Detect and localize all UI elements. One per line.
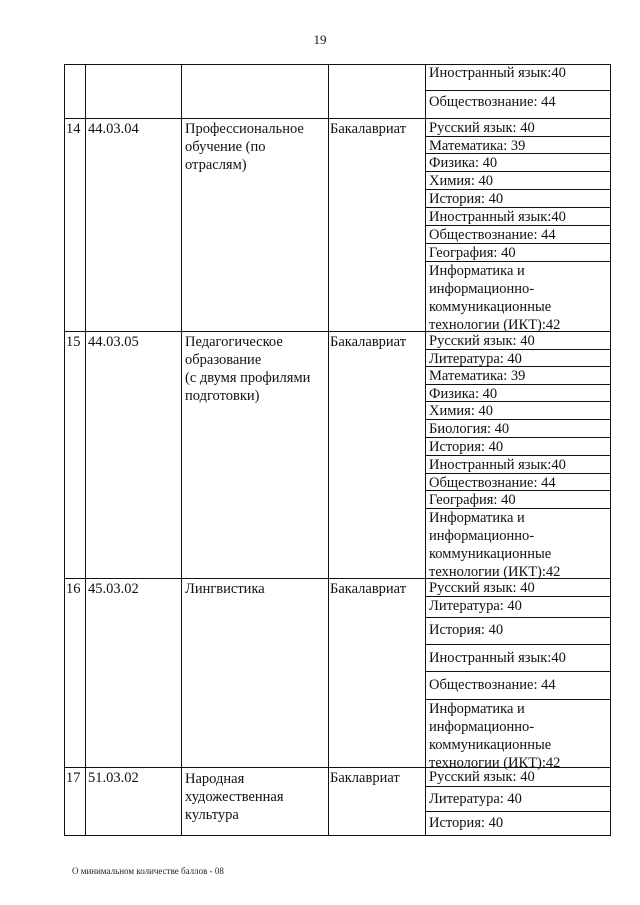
program-code: 51.03.02	[88, 770, 139, 786]
subject-cell: Литература: 40	[429, 598, 522, 614]
col-divider-num	[85, 64, 86, 835]
row-number: 14	[66, 121, 81, 137]
table-border-left	[64, 64, 65, 835]
program-code: 44.03.04	[88, 121, 139, 137]
subject-cell: Иностранный язык:40	[429, 650, 566, 666]
program-name-line: Педагогическое	[185, 334, 283, 350]
subject-cell: Обществознание: 44	[429, 227, 556, 243]
subject-cell: Обществознание: 44	[429, 677, 556, 693]
col-divider-code	[181, 64, 182, 835]
subject-cell: Математика: 39	[429, 368, 526, 384]
col-divider-level	[425, 64, 426, 835]
subject-cell: Информатика и информационно-коммуникационные технологии (ИКТ):42	[429, 263, 561, 333]
subject-cell: География: 40	[429, 245, 516, 261]
subject-cell: Биология: 40	[429, 421, 510, 437]
subject-cell: Физика: 40	[429, 386, 498, 402]
subject-cell: Русский язык: 40	[429, 769, 535, 785]
degree-level: Бакалавриат	[330, 334, 407, 350]
program-name-line: Народная	[185, 771, 245, 787]
subject-cell: Иностранный язык:40	[429, 65, 566, 81]
subject-cell: Химия: 40	[429, 403, 493, 419]
footer-note: О минимальном количестве баллов - 08	[72, 866, 224, 876]
program-name-line: художественная	[185, 789, 284, 805]
degree-level: Баклавриат	[330, 770, 400, 786]
subject-cell: Информатика и информационно-коммуникационные технологии (ИКТ):42	[429, 701, 561, 771]
subject-cell: Информатика и информационно-коммуникационные технологии (ИКТ):42	[429, 510, 561, 580]
subject-cell: Обществознание: 44	[429, 475, 556, 491]
subject-separator	[425, 617, 611, 618]
subject-cell: География: 40	[429, 492, 516, 508]
subject-cell: Русский язык: 40	[429, 333, 535, 349]
subject-cell: История: 40	[429, 815, 504, 831]
subject-cell: Русский язык: 40	[429, 580, 535, 596]
program-name-line: культура	[185, 807, 239, 823]
subject-cell: Иностранный язык:40	[429, 209, 566, 225]
row-number: 16	[66, 581, 81, 597]
page-number: 19	[313, 32, 327, 47]
subject-cell: Русский язык: 40	[429, 120, 535, 136]
subject-separator	[425, 811, 611, 812]
program-name-line: (с двумя профилями	[185, 370, 311, 386]
program-name-line: подготовки)	[185, 388, 260, 404]
table-border-bottom	[64, 835, 611, 836]
row-number: 17	[66, 770, 81, 786]
subject-cell: История: 40	[429, 191, 504, 207]
table-border-right	[610, 64, 611, 835]
subject-cell: Литература: 40	[429, 351, 522, 367]
degree-level: Бакалавриат	[330, 121, 407, 137]
subject-cell: Химия: 40	[429, 173, 493, 189]
subject-cell: История: 40	[429, 622, 504, 638]
subject-cell: История: 40	[429, 439, 504, 455]
program-code: 45.03.02	[88, 581, 139, 597]
subject-separator	[425, 671, 611, 672]
program-name-line: образование	[185, 352, 262, 368]
subject-separator	[425, 786, 611, 787]
subject-cell: Литература: 40	[429, 791, 522, 807]
subject-cell: Обществознание: 44	[429, 94, 556, 110]
subject-cell: Иностранный язык:40	[429, 457, 566, 473]
program-name-line: обучение (по	[185, 139, 266, 155]
program-name-line: Профессиональное	[185, 121, 304, 137]
program-name-line: отраслям)	[185, 157, 247, 173]
program-code: 44.03.05	[88, 334, 139, 350]
col-divider-name	[328, 64, 329, 835]
degree-level: Бакалавриат	[330, 581, 407, 597]
row-number: 15	[66, 334, 81, 350]
admission-table	[64, 0, 611, 905]
subject-separator	[425, 644, 611, 645]
subject-cell: Физика: 40	[429, 155, 498, 171]
subject-cell: Математика: 39	[429, 138, 526, 154]
subject-separator	[425, 90, 611, 91]
program-name-line: Лингвистика	[185, 581, 265, 597]
